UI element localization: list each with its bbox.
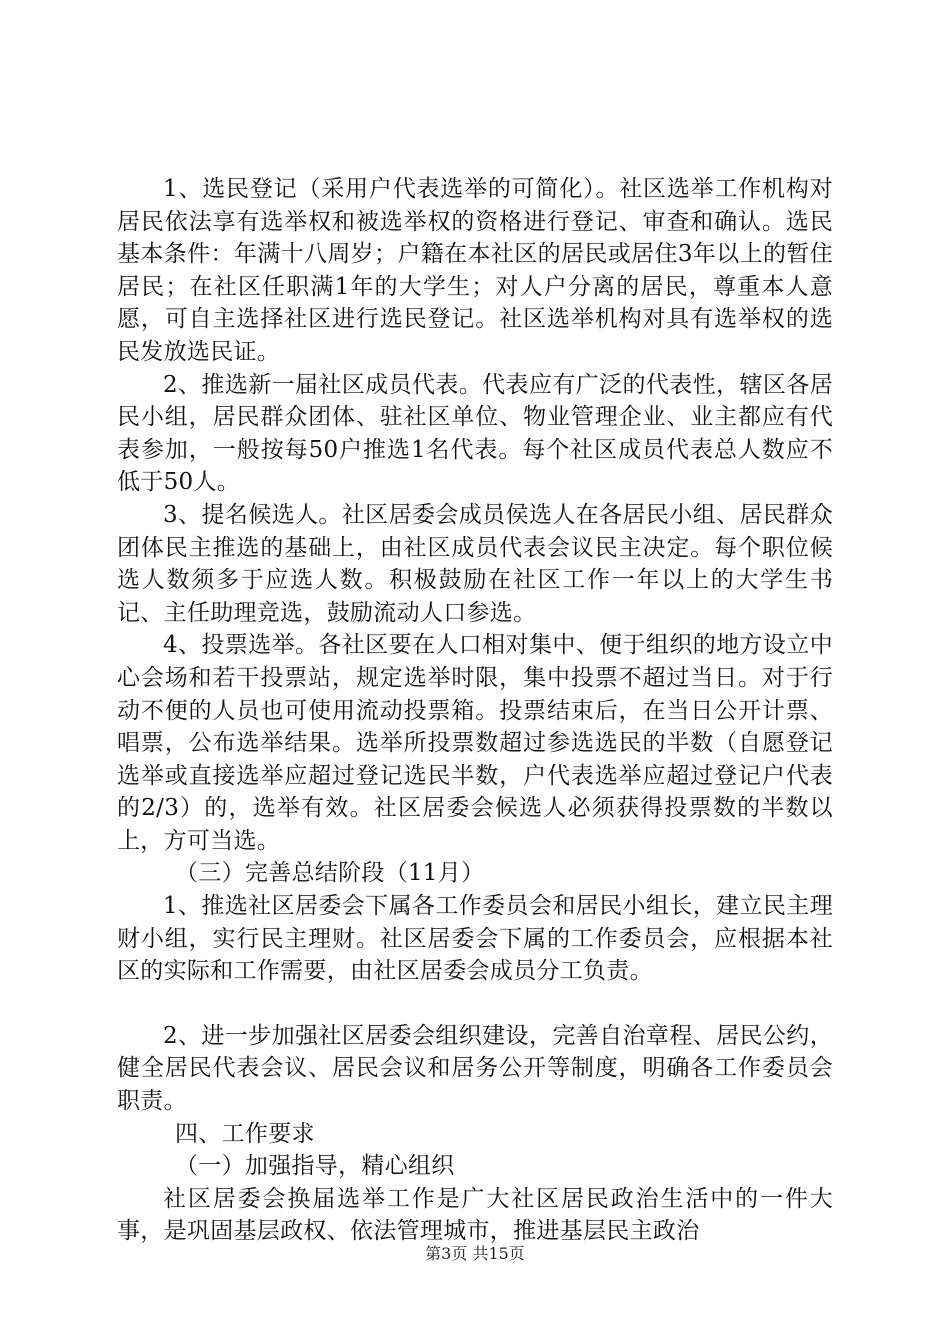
- section-heading-work-requirements: 四、工作要求: [175, 1120, 315, 1147]
- page-footer: 第3页 共15页: [425, 1244, 525, 1263]
- subsection-heading-guidance: （一）加强指导，精心组织: [175, 1153, 455, 1180]
- section-heading-summary-stage: （三）完善总结阶段（11月）: [175, 860, 485, 887]
- paragraph-election-importance: 社区居委会换届选举工作是广大社区居民政治生活中的一件大事，是巩固基层政权、依法管理城市，推进基层民主政治: [117, 1185, 833, 1245]
- paragraph-organization-building: 2、进一步加强社区居委会组织建设，完善自治章程、居民公约，健全居民代表会议、居民会议和居务公开等制度，明确各工作委员会职责。: [117, 1022, 833, 1115]
- paragraph-voter-registration: 1、选民登记（采用户代表选举的可简化）。社区选举工作机构对居民依法享有选举权和被选举权的资格进行登记、审查和确认。选民基本条件：年满十八周岁；户籍在本社区的居民或居住3年以上的暂住居民；在社区任职满1年的大学生；对人户分离的居民，尊重本人意愿，可自主选择社区进行选民登记。社区选举机构对具有选举权的选民发放选民证。: [117, 176, 833, 365]
- paragraph-member-representatives: 2、推选新一届社区成员代表。代表应有广泛的代表性，辖区各居民小组，居民群众团体、驻社区单位、物业管理企业、业主都应有代表参加，一般按每50户推选1名代表。每个社区成员代表总人数应不低于50人。: [117, 371, 833, 496]
- blank-line: [117, 988, 833, 1020]
- paragraph-nominate-candidates: 3、提名候选人。社区居委会成员侯选人在各居民小组、居民群众团体民主推选的基础上，由社区成员代表会议民主决定。每个职位候选人数须多于应选人数。积极鼓励在社区工作一年以上的大学生书记、主任助理竞选，鼓励流动人口参选。: [117, 501, 833, 626]
- document-body: [117, 173, 833, 1248]
- paragraph-voting: 4、投票选举。各社区要在人口相对集中、便于组织的地方设立中心会场和若干投票站，规定选举时限，集中投票不超过当日。对于行动不便的人员也可使用流动投票箱。投票结束后，在当日公开计票、唱票，公布选举结果。选举所投票数超过参选选民的半数（自愿登记选举或直接选举应超过登记选民半数，户代表选举应超过登记户代表的2/3）的，选举有效。社区居委会候选人必须获得投票数的半数以上，方可当选。: [117, 632, 833, 854]
- paragraph-work-committees: 1、推选社区居委会下属各工作委员会和居民小组长，建立民主理财小组，实行民主理财。社区居委会下属的工作委员会，应根据本社区的实际和工作需要，由社区居委会成员分工负责。: [117, 893, 833, 985]
